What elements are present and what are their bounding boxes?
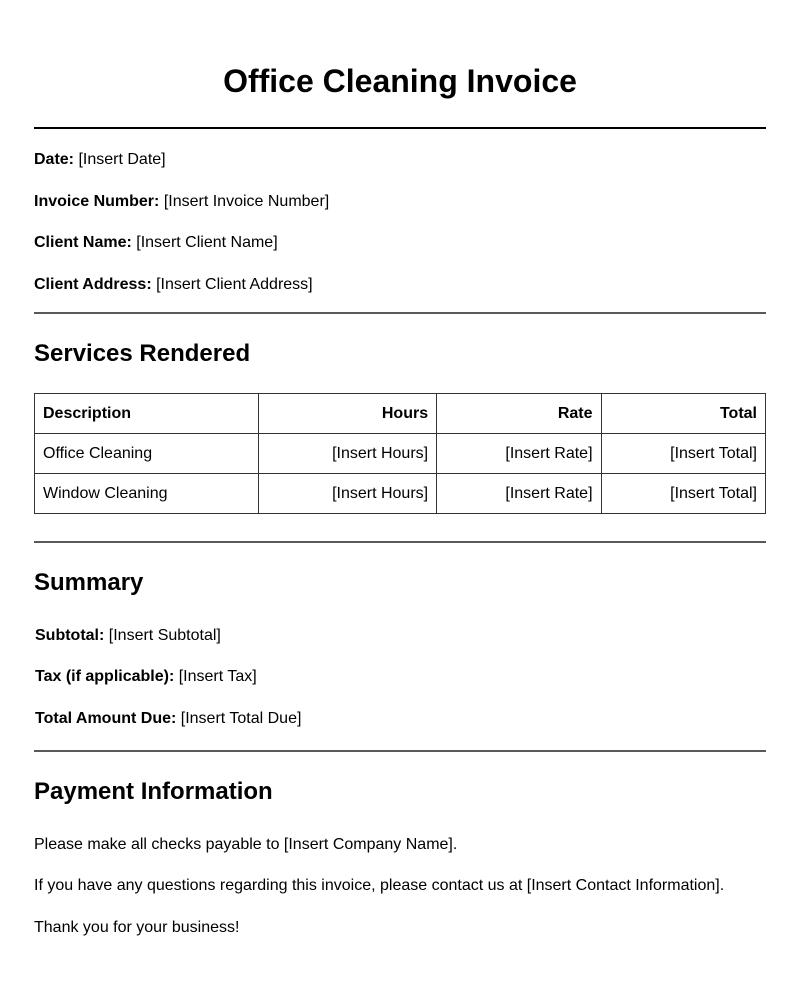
payment-contact-line: If you have any questions regarding this invoice, please contact us at [Insert Contact Information].: [34, 877, 725, 894]
column-header-description: Description: [35, 394, 259, 434]
payment-checks-line: Please make all checks payable to [Insert Company Name].: [34, 836, 458, 853]
subtotal-field: [35, 626, 221, 646]
tax-value: [Insert Tax]: [178, 668, 257, 685]
thank-you-line: Thank you for your business!: [34, 919, 240, 936]
services-table: [34, 393, 766, 514]
row-rate: [Insert Rate]: [437, 434, 601, 474]
date-label: Date:: [34, 151, 75, 168]
column-header-total: Total: [601, 394, 765, 434]
subtotal-value: [Insert Subtotal]: [108, 627, 221, 644]
client-address-label: Client Address:: [34, 276, 152, 293]
client-name-field: [34, 233, 278, 253]
subtotal-label: Subtotal:: [35, 627, 105, 644]
column-header-rate: Rate: [437, 394, 601, 434]
details-divider: [34, 312, 766, 314]
summary-heading: Summary: [34, 569, 144, 596]
row-description: Window Cleaning: [35, 474, 259, 514]
client-name-label: Client Name:: [34, 234, 132, 251]
total-due-field: [35, 709, 301, 729]
client-address-value: [Insert Client Address]: [156, 276, 313, 293]
invoice-title: Office Cleaning Invoice: [223, 63, 577, 99]
client-address-field: [34, 275, 313, 295]
title-divider: [34, 127, 766, 129]
tax-label: Tax (if applicable):: [35, 668, 175, 685]
services-divider: [34, 541, 766, 543]
services-heading: Services Rendered: [34, 340, 251, 367]
tax-field: [35, 667, 257, 687]
row-description: Office Cleaning: [35, 434, 259, 474]
row-rate: [Insert Rate]: [437, 474, 601, 514]
table-row: [35, 434, 766, 474]
date-value: [Insert Date]: [78, 151, 166, 168]
payment-heading: Payment Information: [34, 778, 273, 805]
invoice-number-value: [Insert Invoice Number]: [163, 193, 330, 210]
row-hours: [Insert Hours]: [258, 474, 436, 514]
row-total: [Insert Total]: [601, 434, 765, 474]
total-due-value: [Insert Total Due]: [180, 710, 302, 727]
invoice-number-label: Invoice Number:: [34, 193, 160, 210]
row-total: [Insert Total]: [601, 474, 765, 514]
column-header-hours: Hours: [258, 394, 436, 434]
invoice-number-field: [34, 192, 329, 212]
client-name-value: [Insert Client Name]: [136, 234, 278, 251]
summary-divider: [34, 750, 766, 752]
total-due-label: Total Amount Due:: [35, 710, 177, 727]
date-field: [34, 150, 166, 170]
table-header-row: [35, 394, 766, 434]
table-row: [35, 474, 766, 514]
row-hours: [Insert Hours]: [258, 434, 436, 474]
